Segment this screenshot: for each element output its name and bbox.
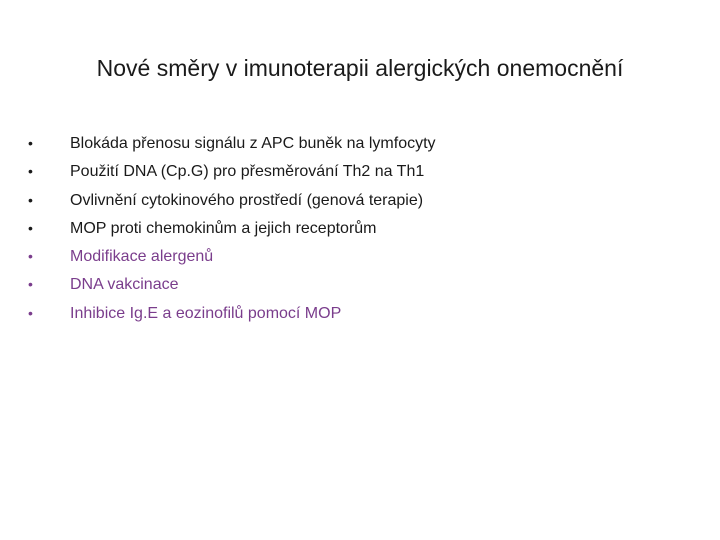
bullet-item <box>28 242 688 270</box>
slide-title: Nové směry v imunoterapii alergických onemocnění <box>96 55 624 81</box>
bullet-text: MOP proti chemokinům a jejich receptorům <box>70 219 377 237</box>
bullet-icon: • <box>28 276 33 293</box>
bullet-item <box>28 129 688 157</box>
bullet-text: Ovlivnění cytokinového prostředí (genová terapie) <box>70 191 424 209</box>
bullet-item <box>28 214 688 242</box>
bullet-text: DNA vakcinace <box>70 276 179 294</box>
bullet-icon: • <box>28 219 33 236</box>
bullet-icon: • <box>28 163 33 180</box>
bullet-text: Modifikace alergenů <box>70 248 214 266</box>
bullet-text: Blokáda přenosu signálu z APC buněk na lymfocyty <box>70 135 436 152</box>
bullet-text: Použití DNA (Cp.G) pro přesměrování Th2 na Th1 <box>70 163 425 181</box>
bullet-text: Inhibice Ig.E a eozinofilů pomocí MOP <box>70 304 342 322</box>
bullet-item <box>28 270 688 298</box>
bullet-icon: • <box>28 135 33 151</box>
bullet-icon: • <box>28 191 33 208</box>
bullet-item <box>28 157 688 185</box>
bullet-list <box>28 129 688 327</box>
bullet-item <box>28 299 688 327</box>
bullet-item <box>28 186 688 214</box>
bullet-icon: • <box>28 304 33 321</box>
bullet-icon: • <box>28 248 33 265</box>
